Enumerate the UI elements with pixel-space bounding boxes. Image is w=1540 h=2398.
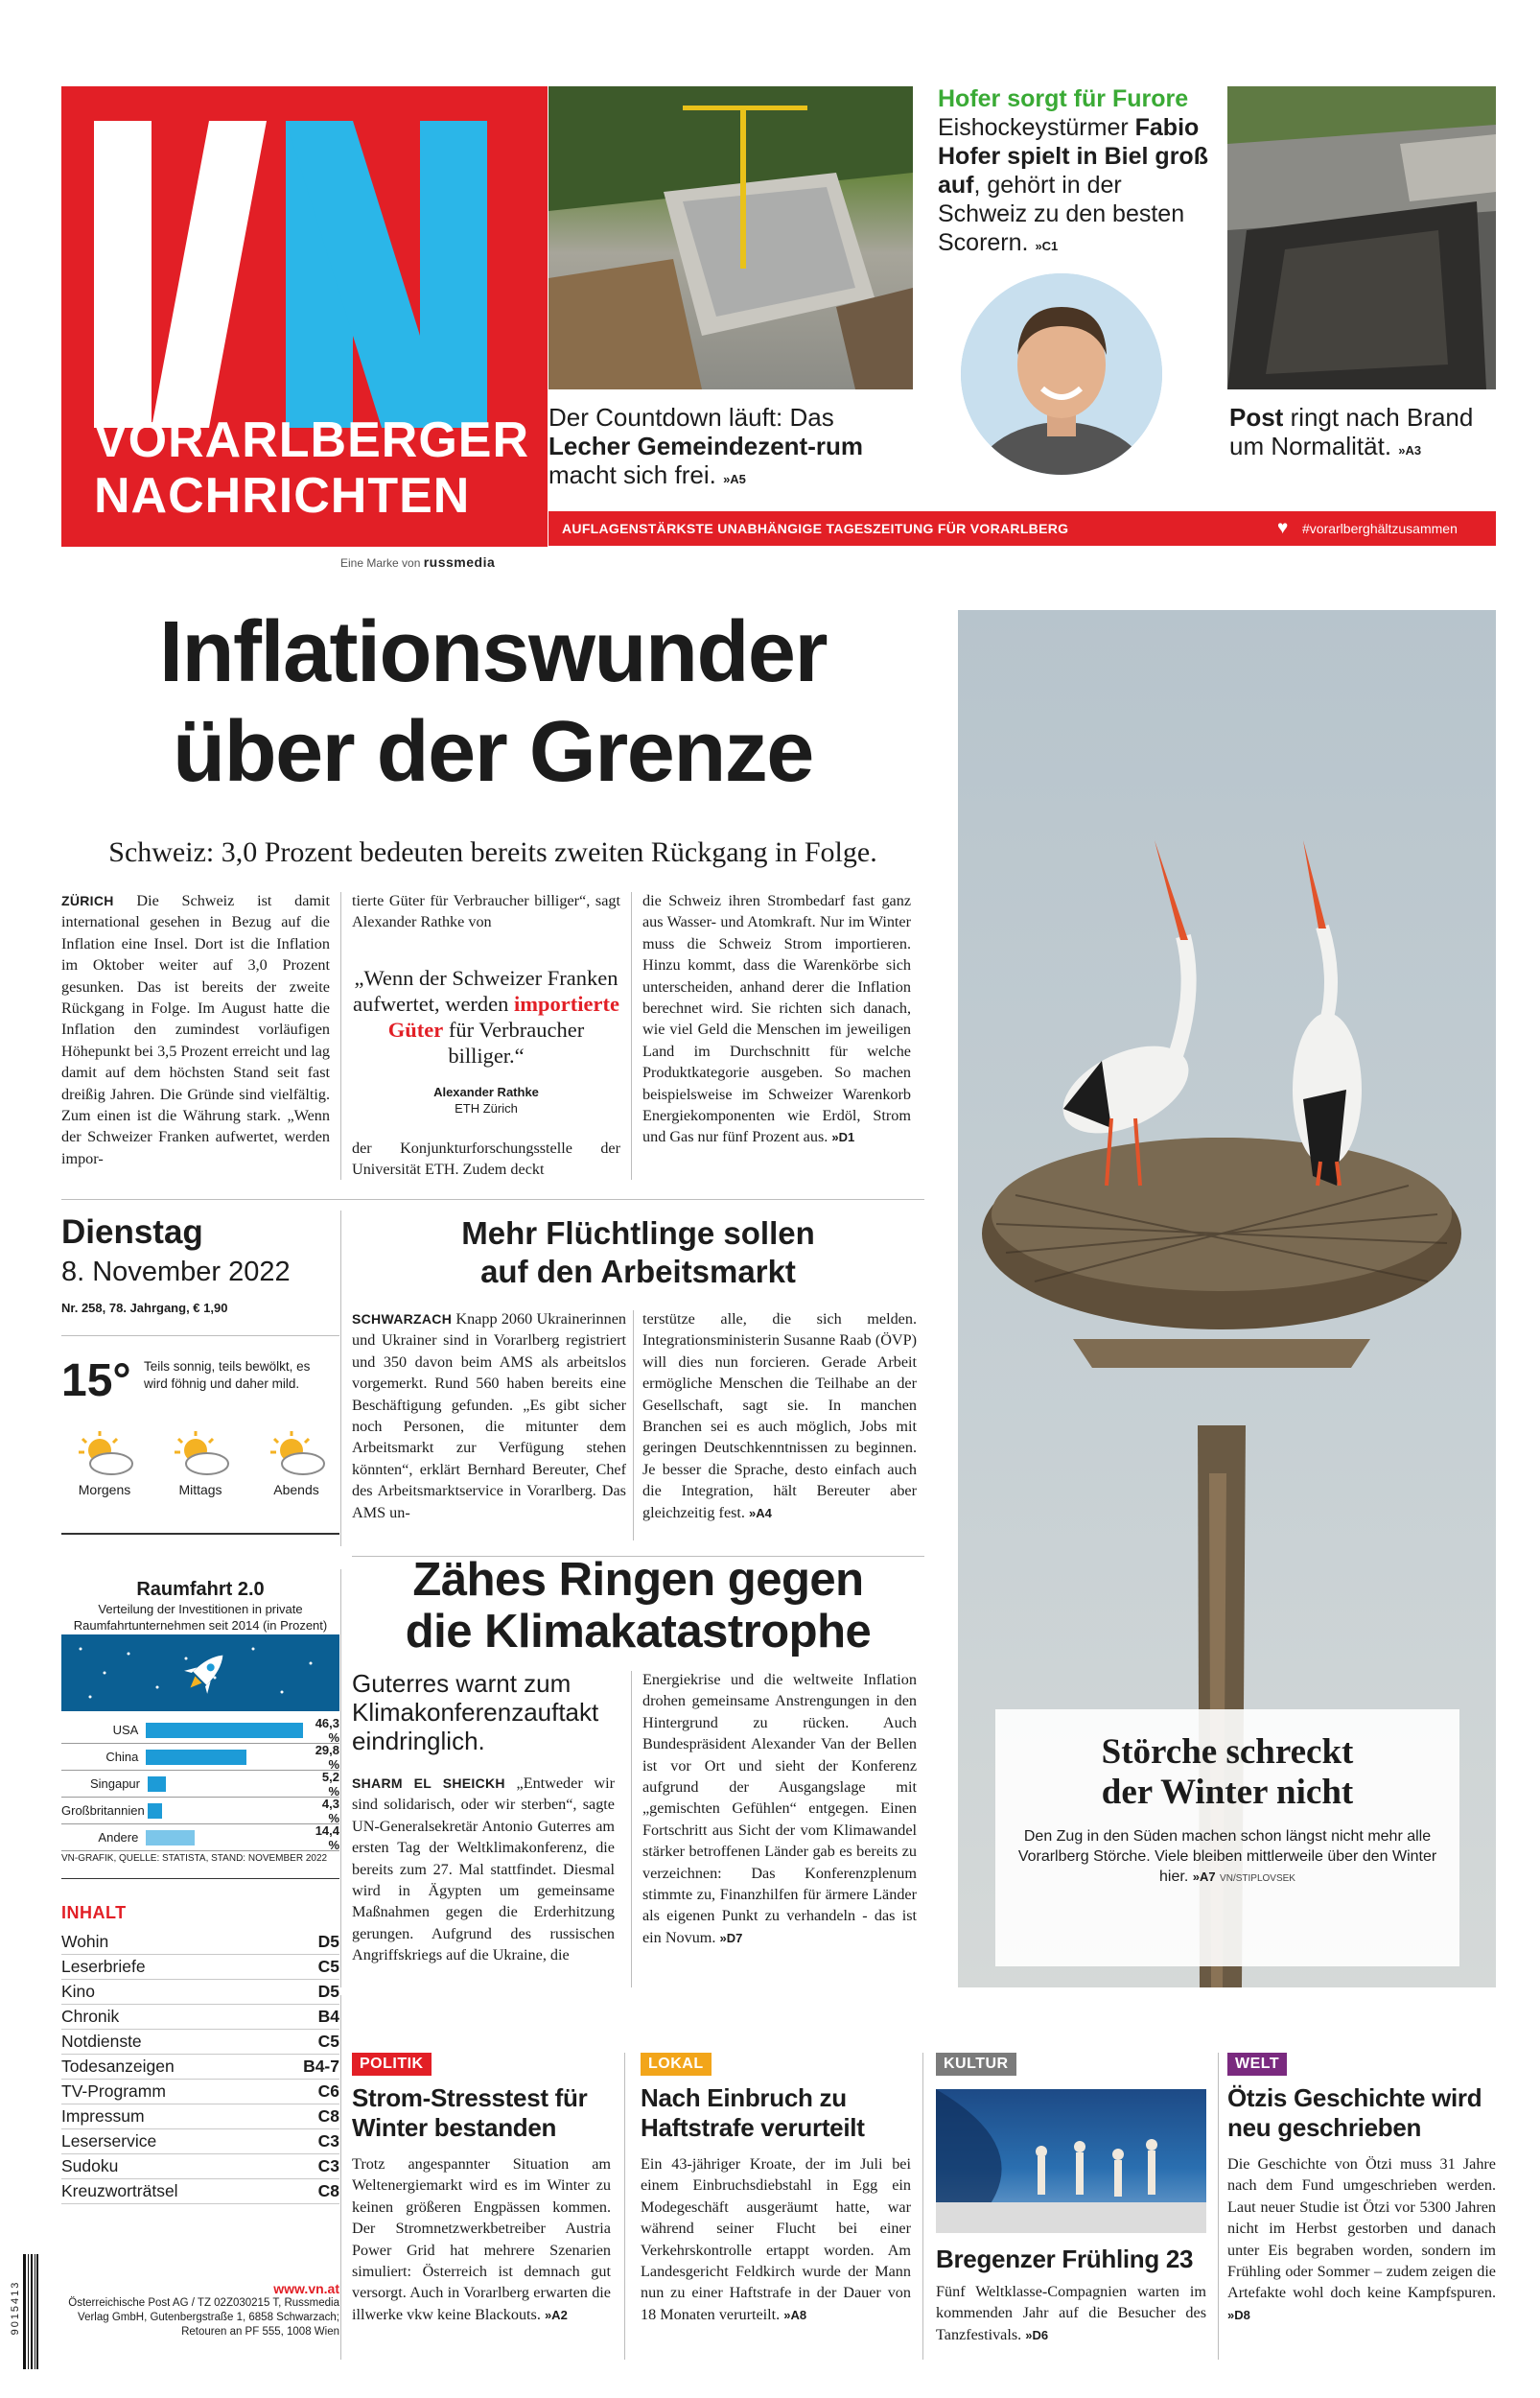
chart-source: VN-GRAFIK, QUELLE: STATISTA, STAND: NOVEMBER 2022 <box>61 1853 328 1864</box>
chart-bar <box>148 1776 166 1792</box>
refugees-col2: terstütze alle, die sich melden. Integrationsministerin Susanne Raab (ÖVP) will dies nun forcieren. Gerade Arbeit ermögliche Menschen die Teilhabe an der Gesellschaft, sagt sie. In manchen Branchen sei es auch möglich, Jobs mit geringen Deutschkenntnissen zu beginnen. Je besser die Sprache, desto einfach auch die Integration, hält Bereuter aber gleichzeitig fest. »A4 <box>642 1310 917 1521</box>
inhalt-item[interactable] <box>61 2005 339 2030</box>
site-url[interactable]: www.vn.at <box>273 2281 339 2296</box>
inhalt-title: INHALT <box>61 1903 127 1922</box>
weekday: Dienstag <box>61 1213 203 1251</box>
chart-value-label: 29,8 % <box>315 1742 339 1772</box>
teaser-hofer-kicker: Hofer sorgt für Furore <box>938 85 1189 112</box>
climate-col1: SHARM EL SHEICKH „Entweder wir sind solidarisch, oder wir sterben“, sagte UN-Generalsekretär Antonio Guterres am ersten Tag der Weltklimakonferenz, die bereits zum 27. Mal stattfindet. Diesmal wird in Ägypten um gemeinsame Maßnahmen gegen die Erderhitzung gerungen. Aufgrund des russischen Angriffskriegs auf die Ukraine, die <box>352 1775 615 1964</box>
chart-bar <box>148 1803 162 1819</box>
welt-ref[interactable]: »D8 <box>1227 2307 1250 2322</box>
chart-value-label: 4,3 % <box>321 1796 339 1825</box>
chart-category-label: Großbritannien <box>61 1803 145 1818</box>
lead-quote: „Wenn der Schweizer Franken aufwertet, werden importierte Güter für Verbraucher billiger.“ Alexander Rathke ETH Zürich <box>353 966 619 1116</box>
lead-place: ZÜRICH <box>61 893 114 908</box>
dance-photo-image <box>936 2089 1206 2233</box>
lead-col2-bottom: der Konjunkturforschungsstelle der Universität ETH. Zudem deckt <box>352 1140 620 1179</box>
lead-col3: die Schweiz ihren Strombedarf fast ganz aus Wasser- und Atomkraft. Nur im Winter muss die Schweiz Strom importieren. Hinzu kommt, dass die Warenkörbe sich unterscheiden, anhand derer die Inflation berechnet wird. Sie richten sich danach, wie viel Geld die Menschen im jeweiligen Land im Durchschnitt für welche Produktkategorie ausgeben. So machen beispielsweise im Schweizer Warenkorb Energiekomponenten wie Erdöl, Strom und Gas nur fünf Prozent aus. »D1 <box>642 892 911 1146</box>
imprint <box>61 2281 339 2339</box>
inhalt-item-page: C6 <box>317 2081 339 2101</box>
stork-caption-box <box>995 1709 1459 1966</box>
stork-caption: Den Zug in den Süden machen schon längst nicht mehr alle Vorarlberg Störche. Viele bleiben mittlerweile über den Winter hier. »A7 VN/STIPLOVSEK <box>1017 1828 1437 1885</box>
date-block <box>61 1212 339 1315</box>
chart-bar <box>146 1723 302 1738</box>
portrait-image <box>961 273 1162 475</box>
climate-col2: Energiekrise und die weltweite Inflation drohen gemeinsame Anstrengungen in den Hintergrund zu rücken. Auch Bundespräsident Alexander Van der Bellen ist vor Ort und sieht der Konferenz aufgrund der Ausgangslage mit „gemischten Gefühlen“ entgegen. Einen Fortschritt aus Sicht der vom Klimawandel stärker betroffenen Länder gab es bereits zu verzeichnen: Das Konferenzplenum stimmte zu, Finanzhilfen für ärmere Länder als eigenen Punkt zu verhandeln - das ist ein Novum. »D7 <box>642 1671 917 1946</box>
inhalt-item-page: C3 <box>317 2156 339 2175</box>
issue-info: Nr. 258, 78. Jahrgang, € 1,90 <box>61 1301 228 1315</box>
inhalt-item-page: C5 <box>317 1957 339 1976</box>
kultur-headline[interactable]: Bregenzer Frühling 23 <box>936 2245 1194 2273</box>
stork-left <box>1049 840 1202 1186</box>
logo-v-diagonal <box>152 121 267 428</box>
tagline-banner <box>548 511 1496 546</box>
photo-credit: VN/STIPLOVSEK <box>1220 1873 1295 1884</box>
chart-banner <box>61 1634 339 1711</box>
barcode <box>4 2254 38 2369</box>
inhalt-item[interactable] <box>61 2055 339 2080</box>
kicker-lokal[interactable]: LOKAL <box>641 2053 712 2076</box>
inhalt-item-page: D5 <box>317 1932 339 1951</box>
lead-subhead: Schweiz: 3,0 Prozent bedeuten bereits zweiten Rückgang in Folge. <box>108 836 877 868</box>
kultur-ref[interactable]: »D6 <box>1025 2327 1049 2342</box>
lokal-body: Ein 43-jähriger Kroate, der im Juli bei einem Einbruchsdiebstahl in Egg ein Modegeschäft ausgeräumt hatte, war während seiner Flucht bei einer Verkehrskontrolle ertappt worden. Am Landesgericht Feldkirch wurde der Mann nun zu einer Haftstrafe in der Dauer von 18 Monaten verurteilt. »A8 <box>641 2155 911 2323</box>
chart-bar-track <box>148 1776 320 1792</box>
weather-evening: Abends <box>253 1429 339 1497</box>
weather-text: Teils sonnig, teils bewölkt, es wird föhnig und daher mild. <box>144 1359 311 1391</box>
teaser-lech[interactable]: Der Countdown läuft: Das Lecher Gemeindezent-rum macht sich frei. »A5 <box>548 403 863 489</box>
inhalt-item-page: B4 <box>317 2007 339 2026</box>
lead-ref[interactable]: »D1 <box>831 1130 855 1145</box>
inhalt-item-page: C5 <box>317 2032 339 2051</box>
inhalt-item-page: D5 <box>317 1982 339 2001</box>
lokal-ref[interactable]: »A8 <box>783 2307 807 2322</box>
chart-bar-row <box>61 1798 339 1824</box>
teaser-hofer-ref[interactable]: »C1 <box>1035 239 1059 253</box>
inhalt-item-label: Leserbriefe <box>61 1957 146 1976</box>
weather-forecast <box>61 1429 339 1506</box>
politik-ref[interactable]: »A2 <box>544 2307 568 2322</box>
brand-note: Eine Marke von russmedia <box>340 554 496 570</box>
teaser-post[interactable]: Post ringt nach Brand um Normalität. »A3 <box>1229 403 1474 460</box>
inhalt-item[interactable] <box>61 2030 339 2055</box>
logo-n-right <box>420 121 487 428</box>
teaser-post-ref[interactable]: »A3 <box>1398 443 1422 458</box>
climate-headline[interactable]: Zähes Ringen gegen die Klimakatastrophe <box>405 1554 872 1657</box>
chart-value-label: 14,4 % <box>315 1822 339 1852</box>
vn-logo-mark <box>94 121 516 428</box>
inhalt-item-label: Kino <box>61 1982 96 2001</box>
chart-bar-row <box>61 1824 339 1851</box>
teaser-lech-ref[interactable]: »A5 <box>723 472 746 486</box>
inhalt-item-page: C3 <box>317 2131 339 2151</box>
rocket-icon <box>178 1644 234 1700</box>
logo-v-stroke <box>94 121 152 428</box>
inhalt-item-label: Wohin <box>61 1932 109 1951</box>
chart-category-label: Singapur <box>89 1776 140 1791</box>
chart-bar-track <box>148 1803 320 1819</box>
inhalt-item-page: B4-7 <box>303 2057 339 2076</box>
inhalt-item[interactable] <box>61 2179 339 2204</box>
chart-value-label: 5,2 % <box>321 1769 339 1798</box>
chart-bar-track <box>146 1830 315 1846</box>
chart-bar <box>146 1830 195 1846</box>
welt-headline[interactable]: Ötzis Geschichte wird neu geschrieben <box>1227 2083 1482 2142</box>
inhalt-item-label: Leserservice <box>61 2131 157 2151</box>
inhalt-item-page: C8 <box>317 2181 339 2200</box>
chart-category-label: China <box>105 1750 139 1764</box>
lead-col2: tierte Güter für Verbraucher billiger“, sagt Alexander Rathke von <box>352 892 620 931</box>
masthead-name-line2: NACHRICHTEN <box>94 468 471 524</box>
teaser-photo-construction[interactable] <box>548 86 913 389</box>
politik-headline[interactable]: Strom-Stresstest für Winter bestanden <box>352 2083 588 2142</box>
refugees-ref[interactable]: »A4 <box>749 1505 772 1520</box>
chart-value-label: 46,3 % <box>315 1715 339 1745</box>
kicker-politik[interactable]: POLITIK <box>352 2053 432 2076</box>
chart-bar-row <box>61 1717 339 1744</box>
chart-bar-row <box>61 1771 339 1798</box>
barcode-digits: 9015413 <box>10 2280 21 2336</box>
inhalt-item-label: TV-Programm <box>61 2081 166 2101</box>
inhalt-item[interactable] <box>61 1930 339 1955</box>
teaser-hofer[interactable]: Hofer sorgt für Furore Eishockeystürmer Fabio Hofer spielt in Biel groß auf, gehört in der Schweiz zu den besten Scorern. »C1 <box>938 84 1216 261</box>
chart-category-label: Andere <box>98 1830 139 1845</box>
refugees-col1: SCHWARZACH Knapp 2060 Ukrainerinnen und Ukrainer sind in Vorarlberg registriert und 350 davon beim AMS als arbeitslos vorgemerkt. Rund 560 haben bereits eine Beschäftigung gefunden. „Es gibt sicher noch Personen, die mitunter dem Arbeitsmarkt zur Verfügung stehen könnten“, erklärt Bernhard Bereuter, Chef des Arbeitsmarktservice in Vorarlberg. Das AMS un- <box>352 1310 626 1521</box>
temperature: 15° <box>61 1355 131 1406</box>
inhalt-item-page: C8 <box>317 2106 339 2126</box>
sun-cloud-icon <box>71 1429 138 1477</box>
russmedia-logo: russmedia <box>423 554 496 570</box>
teaser-photo-fire[interactable] <box>1227 86 1496 389</box>
refugees-headline[interactable]: Mehr Flüchtlinge sollen auf den Arbeitsmarkt <box>461 1215 815 1289</box>
vn-logo[interactable] <box>61 86 548 547</box>
dance-photo[interactable] <box>936 2089 1206 2233</box>
stork-right <box>1293 840 1362 1186</box>
inhalt-list <box>61 1930 339 2204</box>
climate-subhead: Guterres warnt zum Klimakonferenzauftakt eindringlich. <box>352 1669 599 1755</box>
banner-hashtag[interactable]: #vorarlberghältzusammen <box>1302 521 1458 536</box>
inhalt-item-label: Sudoku <box>61 2156 119 2175</box>
inhalt-item[interactable] <box>61 2080 339 2104</box>
inhalt-item[interactable] <box>61 2104 339 2129</box>
inhalt-item-label: Notdienste <box>61 2032 142 2051</box>
lokal-headline[interactable]: Nach Einbruch zu Haftstrafe verurteilt <box>641 2083 865 2142</box>
lead-headline[interactable]: Inflationswunder über der Grenze <box>159 604 827 800</box>
climate-ref[interactable]: »D7 <box>719 1930 743 1945</box>
weather-morning: Morgens <box>61 1429 148 1497</box>
inhalt-item[interactable] <box>61 1980 339 2005</box>
chart-title: Raumfahrt 2.0 <box>136 1579 265 1600</box>
kicker-kultur[interactable]: KULTUR <box>936 2053 1016 2076</box>
inhalt-item[interactable] <box>61 1955 339 1980</box>
hofer-portrait[interactable] <box>961 273 1162 475</box>
inhalt-item[interactable] <box>61 2129 339 2154</box>
quote-role: ETH Zürich <box>455 1101 518 1116</box>
chart-bar-track <box>146 1750 315 1765</box>
stork-headline[interactable]: Störche schreckt der Winter nicht <box>1101 1732 1354 1812</box>
chart-subtitle: Verteilung der Investitionen in private Raumfahrtunternehmen seit 2014 (in Prozent) <box>73 1602 328 1633</box>
banner-tagline: AUFLAGENSTÄRKSTE UNABHÄNGIGE TAGESZEITUNG FÜR VORARLBERG <box>562 521 1069 536</box>
chart-header <box>61 1579 339 1634</box>
chart-bar-row <box>61 1744 339 1771</box>
imprint-lines: Österreichische Post AG / TZ 02Z030215 T, Russmedia Verlag GmbH, Gutenbergstraße 1, 6858 Schwarzach; Retouren an PF 555, 1008 Wien <box>68 2297 339 2338</box>
quote-author: Alexander Rathke <box>433 1085 539 1099</box>
fire-photo-image <box>1227 86 1496 389</box>
politik-body: Trotz angespannter Situation am Weltenergiemarkt wird es im Winter zu keinen größeren Engpässen kommen. Der Stromnetzwerkbetreiber Austria Power Grid hat mehrere Szenarien simuliert: Österreich ist demnach gut versorgt. Auch in Vorarlberg erwarten die illwerke vkw keine Blackouts. »A2 <box>352 2155 611 2323</box>
stork-ref[interactable]: »A7 <box>1192 1869 1216 1884</box>
weather-midday: Mittags <box>157 1429 244 1497</box>
rocket-illustration <box>61 1634 339 1711</box>
kultur-body: Fünf Weltklasse-Compagnien warten im kommenden Jahr auf die Besucher des Tanzfestivals. »D6 <box>936 2283 1206 2343</box>
heart-icon: ♥ <box>1277 518 1289 538</box>
sun-cloud-icon <box>167 1429 234 1477</box>
inhalt-item-label: Todesanzeigen <box>61 2057 175 2076</box>
sun-cloud-icon <box>263 1429 330 1477</box>
chart-bar <box>146 1750 246 1765</box>
kicker-welt[interactable]: WELT <box>1227 2053 1287 2076</box>
inhalt-item-label: Chronik <box>61 2007 120 2026</box>
masthead-name-line1: VORARLBERGER <box>94 412 530 468</box>
inhalt-item-label: Kreuzworträtsel <box>61 2181 178 2200</box>
construction-photo-image <box>548 86 913 389</box>
chart-category-label: USA <box>112 1723 139 1737</box>
chart-bars <box>61 1717 339 1851</box>
chart-bar-track <box>146 1723 315 1738</box>
welt-body: Die Geschichte von Ötzi muss 31 Jahre nach dem Fund umgeschrieben werden. Laut neuer Studie ist Ötzi vor 5300 Jahren nicht im Herbst gestorben und danach unter Eis begraben worden, sondern im Frühling oder Sommer – zudem zeigen die Artefakte wohl doch keine Kampfspuren. »D8 <box>1227 2155 1496 2322</box>
inhalt-item-label: Impressum <box>61 2106 145 2126</box>
lead-col1: ZÜRICH Die Schweiz ist damit international gesehen in Bezug auf die Inflation eine Insel. Dort ist die Inflation im Oktober weiter auf 3,0 Prozent gesunken. Das ist bereits der zweite Rückgang in Folge. Im August hatte die Inflation den zumindest vorläufigen Höhepunkt bei 3,5 Prozent erreicht und lag damit auf dem höchsten Stand seit fast dreißig Jahren. Die Gründe sind vielfältig. Zum einen ist die Währung stark. „Wenn der Schweizer Franken aufwertet, werden impor- <box>61 892 330 1167</box>
date: 8. November 2022 <box>61 1257 291 1287</box>
inhalt-item[interactable] <box>61 2154 339 2179</box>
